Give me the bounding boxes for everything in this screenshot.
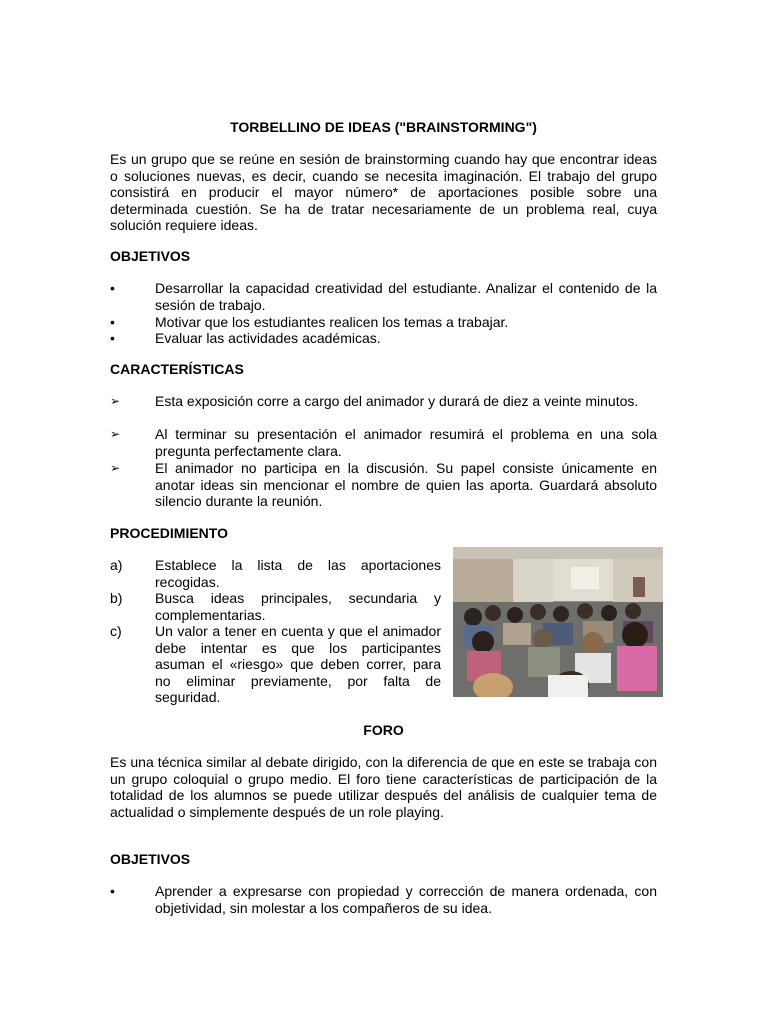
objetivos-heading: OBJETIVOS	[110, 248, 191, 264]
list-item-text: Desarrollar la capacidad creatividad del estudiante. Analizar el contenido de la sesión de trabajo.	[155, 280, 657, 313]
foro-heading: FORO	[363, 722, 404, 738]
list-item-text: Esta exposición corre a cargo del animador y durará de diez a veinte minutos.	[155, 393, 639, 409]
objetivos-heading-2: OBJETIVOS	[110, 851, 191, 867]
list-item-text: El animador no participa en la discusión. Su papel consiste únicamente en anotar ideas sin mencionar el nombre de quien las aporta. Guardará absoluto silencio durante la reunión.	[155, 460, 657, 510]
classroom-photo	[453, 547, 663, 697]
caracteristicas-heading: CARACTERÍSTICAS	[110, 361, 244, 377]
bullet-icon: •	[110, 314, 115, 330]
bullet-icon: •	[110, 330, 115, 346]
procedimiento-heading: PROCEDIMIENTO	[110, 525, 228, 541]
list-item-text: Establece la lista de las aportaciones recogidas.	[155, 557, 441, 590]
document-title: TORBELLINO DE IDEAS ("BRAINSTORMING")	[230, 119, 537, 135]
list-item-text: Un valor a tener en cuenta y que el animador debe intentar es que los participantes asuman el «riesgo» que deben correr, para no eliminar previamente, por falta de seguridad.	[155, 623, 441, 706]
list-marker: b)	[110, 590, 123, 606]
foro-paragraph: Es una técnica similar al debate dirigido, con la diferencia de que en este se trabaja con un grupo coloquial o grupo medio. El foro tiene características de participación de la totalidad de los alumnos se puede utilizar después del análisis de cualquier tema de actualidad o simplemente después de un role playing.	[110, 754, 657, 820]
list-item-text: Busca ideas principales, secundaria y complementarias.	[155, 590, 441, 623]
list-marker: a)	[110, 557, 123, 573]
arrow-bullet-icon: ➢	[110, 461, 121, 475]
intro-paragraph: Es un grupo que se reúne en sesión de brainstorming cuando hay que encontrar ideas o soluciones nuevas, es decir, cuando se necesita imaginación. El trabajo del grupo consistirá en producir el mayor número* de aportaciones posible sobre una determinada cuestión. Se ha de tratar necesariamente de un problema real, cuya solución requiere ideas.	[110, 151, 657, 234]
bullet-icon: •	[110, 883, 115, 899]
arrow-bullet-icon: ➢	[110, 427, 121, 441]
list-marker: c)	[110, 623, 122, 639]
document-page	[110, 0, 657, 1024]
list-item-text: Evaluar las actividades académicas.	[155, 330, 381, 346]
list-item-text: Aprender a expresarse con propiedad y corrección de manera ordenada, con objetividad, sin molestar a los compañeros de su idea.	[155, 883, 657, 916]
bullet-icon: •	[110, 280, 115, 296]
list-item-text: Motivar que los estudiantes realicen los temas a trabajar.	[155, 314, 509, 330]
classroom-photo-drawing	[453, 547, 663, 697]
list-item-text: Al terminar su presentación el animador resumirá el problema en una sola pregunta perfectamente clara.	[155, 426, 657, 459]
arrow-bullet-icon: ➢	[110, 394, 121, 408]
